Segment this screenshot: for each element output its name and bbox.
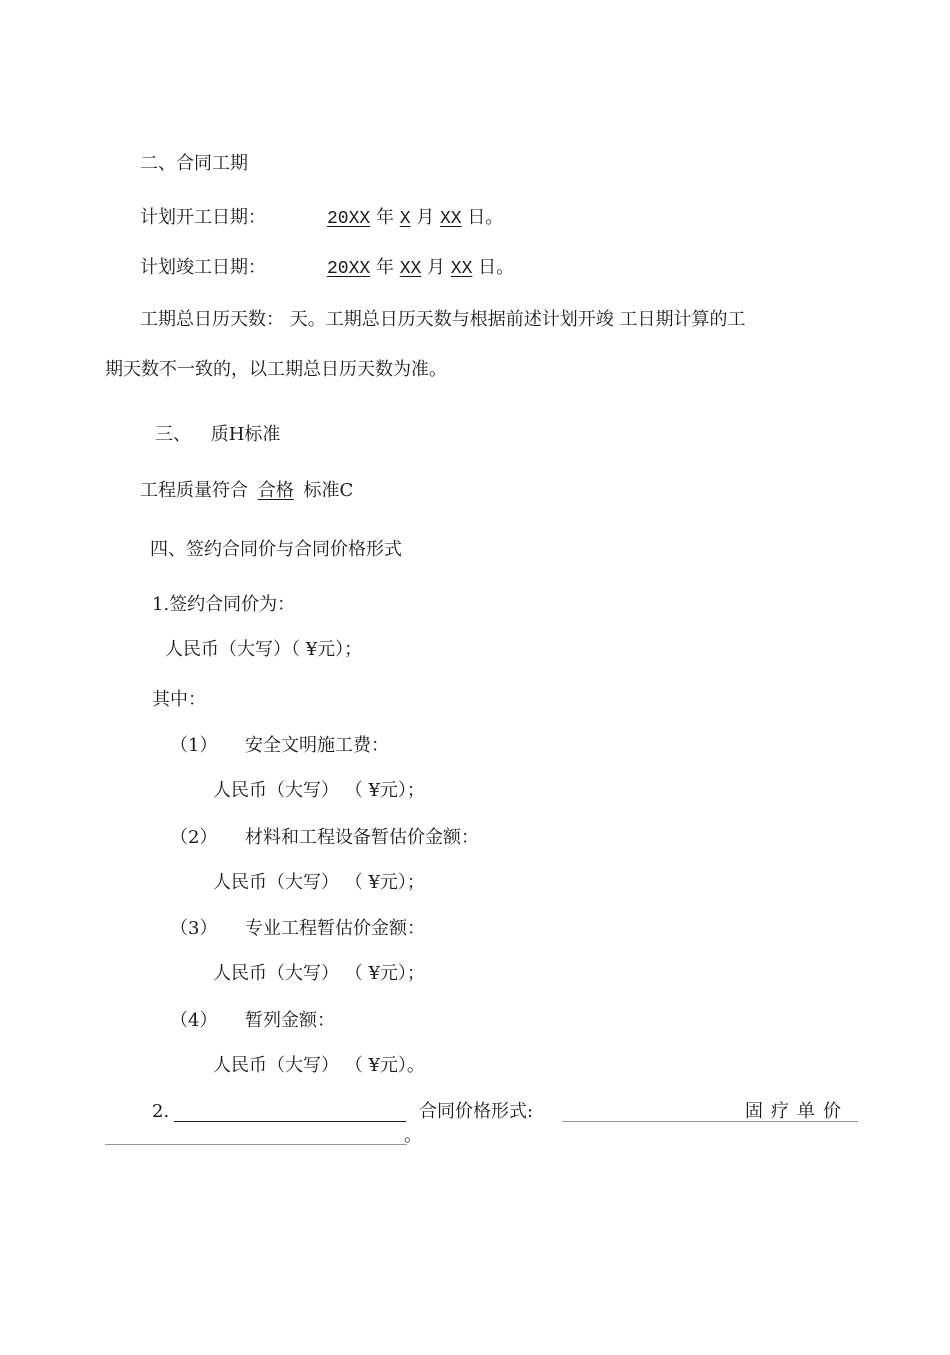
total-days-line2: 期天数不一致的，以工期总日历天数为准。 [105, 359, 447, 380]
subitem-label: 材料和工程设备暂估价金额： [245, 827, 479, 848]
item2-end: 。 [404, 1125, 422, 1146]
start-date [327, 206, 503, 231]
price-form-value: 固疗单价 [745, 1101, 849, 1122]
start-date-label: 计划开工日期： [140, 207, 266, 228]
section2-heading: 二、合同工期 [140, 153, 248, 174]
end-date-label: 计划竣工日期： [140, 257, 266, 278]
item1-label: 1.签约合同价为： [152, 594, 296, 615]
subitem-amount: 人民币（大写） （ ¥元）； [213, 872, 425, 893]
section4-heading: 四、签约合同价与合同价格形式 [150, 539, 402, 560]
total-days-line1: 工期总日历天数： 天。工期总日历天数与根据前述计划开竣 工日期计算的工 [140, 309, 746, 330]
quality-value: 合格 [257, 480, 294, 501]
start-year: 20XX [327, 209, 371, 229]
start-month: X [399, 209, 411, 229]
price-form-underline-2 [105, 1144, 407, 1145]
end-day: XX [450, 259, 473, 279]
subitem-amount: 人民币（大写） （ ¥元）； [213, 780, 425, 801]
item2-num: 2. [152, 1101, 170, 1122]
item2-label: 合同价格形式: [419, 1101, 534, 1122]
start-year-suffix: 年 [375, 207, 394, 228]
subitem-amount: 人民币（大写） （ ¥元）； [213, 963, 425, 984]
quality-line [140, 479, 353, 503]
subitem-num: （4） [170, 1010, 218, 1031]
start-day-suffix: 日。 [467, 207, 504, 228]
section3-heading-text: 质H标准 [210, 424, 281, 445]
quality-prefix: 工程质量符合 [140, 480, 248, 501]
end-year-suffix: 年 [375, 257, 394, 278]
item2-blank-line [174, 1121, 406, 1122]
subitem-num: （2） [170, 827, 218, 848]
subitem-num: （3） [170, 918, 218, 939]
section3-heading [155, 423, 280, 447]
among-label: 其中： [152, 689, 206, 710]
subitem-label: 专业工程暂估价金额： [245, 918, 425, 939]
subitem-label: 暂列金额： [245, 1010, 335, 1031]
end-month: XX [399, 259, 422, 279]
end-date [327, 256, 514, 281]
end-year: 20XX [327, 259, 371, 279]
subitem-num: （1） [170, 735, 218, 756]
end-day-suffix: 日。 [478, 257, 515, 278]
quality-suffix: 标准C [303, 480, 354, 501]
start-day: XX [439, 209, 462, 229]
subitem-amount: 人民币（大写） （ ¥元）。 [213, 1055, 425, 1076]
item1-amount: 人民币（大写）（ ¥元）； [165, 639, 363, 660]
start-month-suffix: 月 [416, 207, 435, 228]
end-month-suffix: 月 [427, 257, 446, 278]
subitem-label: 安全文明施工费： [245, 735, 389, 756]
section3-heading-num: 三、 [155, 424, 191, 445]
